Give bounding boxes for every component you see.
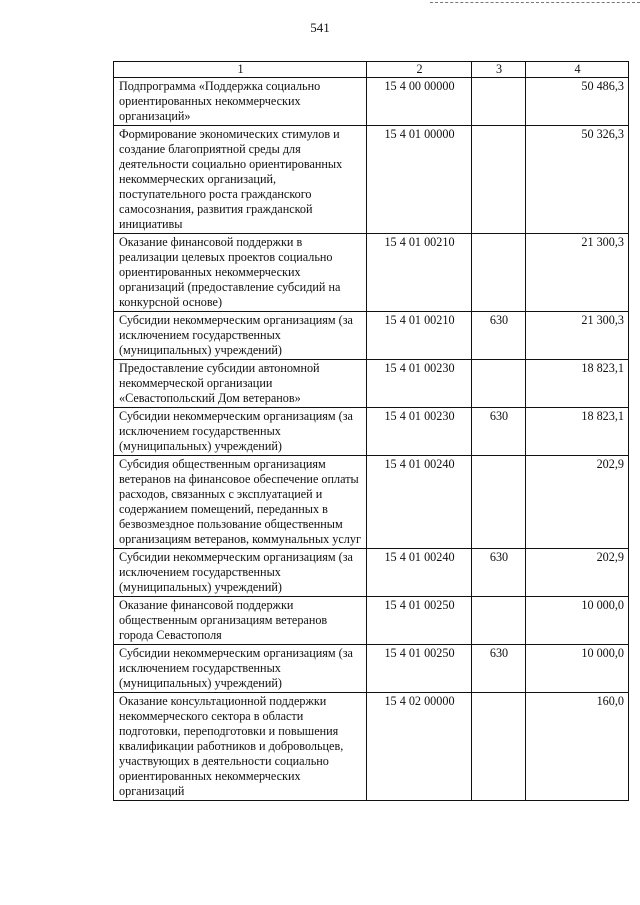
row-kind: 630	[472, 549, 526, 597]
row-code: 15 4 02 00000	[367, 693, 472, 801]
row-kind: 630	[472, 408, 526, 456]
row-code: 15 4 01 00230	[367, 360, 472, 408]
page-number: 541	[310, 20, 330, 35]
row-name: Формирование экономических стимулов и создание благоприятной среды для деятельности социально ориентированных некоммерческих организаций, поступательного роста гражданского самосознания, развития гражданской инициативы	[114, 126, 367, 234]
row-amount: 202,9	[526, 549, 629, 597]
row-kind	[472, 693, 526, 801]
row-kind: 630	[472, 645, 526, 693]
table-row	[114, 360, 629, 408]
row-name: Субсидия общественным организациям ветеранов на финансовое обеспечение оплаты расходов, связанных с эксплуатацией и содержанием помещений, переданных в безвозмездное пользование общественным организациям ветеранов, коммунальных услуг	[114, 456, 367, 549]
row-code: 15 4 01 00250	[367, 597, 472, 645]
row-amount: 160,0	[526, 693, 629, 801]
row-code: 15 4 01 00240	[367, 549, 472, 597]
row-code: 15 4 01 00230	[367, 408, 472, 456]
table-row	[114, 312, 629, 360]
row-code: 15 4 00 00000	[367, 78, 472, 126]
header-col-1: 1	[114, 62, 367, 78]
row-name: Оказание финансовой поддержки в реализации целевых проектов социально ориентированных некоммерческих организаций (предоставление субсидий на конкурсной основе)	[114, 234, 367, 312]
scan-edge-line	[430, 2, 640, 3]
row-name: Предоставление субсидии автономной некоммерческой организации «Севастопольский Дом ветеранов»	[114, 360, 367, 408]
table-row	[114, 693, 629, 801]
row-name: Оказание консультационной поддержки некоммерческого сектора в области подготовки, переподготовки и повышения квалификации работников и добровольцев, участвующих в деятельности социально ориентированных некоммерческих организаций	[114, 693, 367, 801]
header-col-4: 4	[526, 62, 629, 78]
row-kind	[472, 597, 526, 645]
table-row	[114, 408, 629, 456]
table-header-row	[114, 62, 629, 78]
row-amount: 50 486,3	[526, 78, 629, 126]
header-col-2: 2	[367, 62, 472, 78]
row-amount: 21 300,3	[526, 234, 629, 312]
row-amount: 18 823,1	[526, 408, 629, 456]
row-name: Оказание финансовой поддержки общественным организациям ветеранов города Севастополя	[114, 597, 367, 645]
row-amount: 202,9	[526, 456, 629, 549]
row-code: 15 4 01 00000	[367, 126, 472, 234]
row-name: Субсидии некоммерческим организациям (за исключением государственных (муниципальных) учреждений)	[114, 312, 367, 360]
row-amount: 21 300,3	[526, 312, 629, 360]
row-kind: 630	[472, 312, 526, 360]
row-kind	[472, 234, 526, 312]
row-kind	[472, 78, 526, 126]
row-amount: 10 000,0	[526, 597, 629, 645]
row-amount: 50 326,3	[526, 126, 629, 234]
row-name: Субсидии некоммерческим организациям (за исключением государственных (муниципальных) учреждений)	[114, 408, 367, 456]
row-name: Субсидии некоммерческим организациям (за исключением государственных (муниципальных) учреждений)	[114, 645, 367, 693]
row-amount: 10 000,0	[526, 645, 629, 693]
row-code: 15 4 01 00240	[367, 456, 472, 549]
table-row	[114, 78, 629, 126]
row-amount: 18 823,1	[526, 360, 629, 408]
table-row	[114, 456, 629, 549]
row-kind	[472, 360, 526, 408]
row-code: 15 4 01 00210	[367, 234, 472, 312]
budget-table	[113, 61, 629, 801]
table-body	[114, 78, 629, 801]
row-code: 15 4 01 00250	[367, 645, 472, 693]
table-row	[114, 597, 629, 645]
row-name: Подпрограмма «Поддержка социально ориентированных некоммерческих организаций»	[114, 78, 367, 126]
table-row	[114, 549, 629, 597]
table-row	[114, 234, 629, 312]
table-row	[114, 126, 629, 234]
row-kind	[472, 126, 526, 234]
table-row	[114, 645, 629, 693]
header-col-3: 3	[472, 62, 526, 78]
row-name: Субсидии некоммерческим организациям (за исключением государственных (муниципальных) учреждений)	[114, 549, 367, 597]
row-kind	[472, 456, 526, 549]
row-code: 15 4 01 00210	[367, 312, 472, 360]
